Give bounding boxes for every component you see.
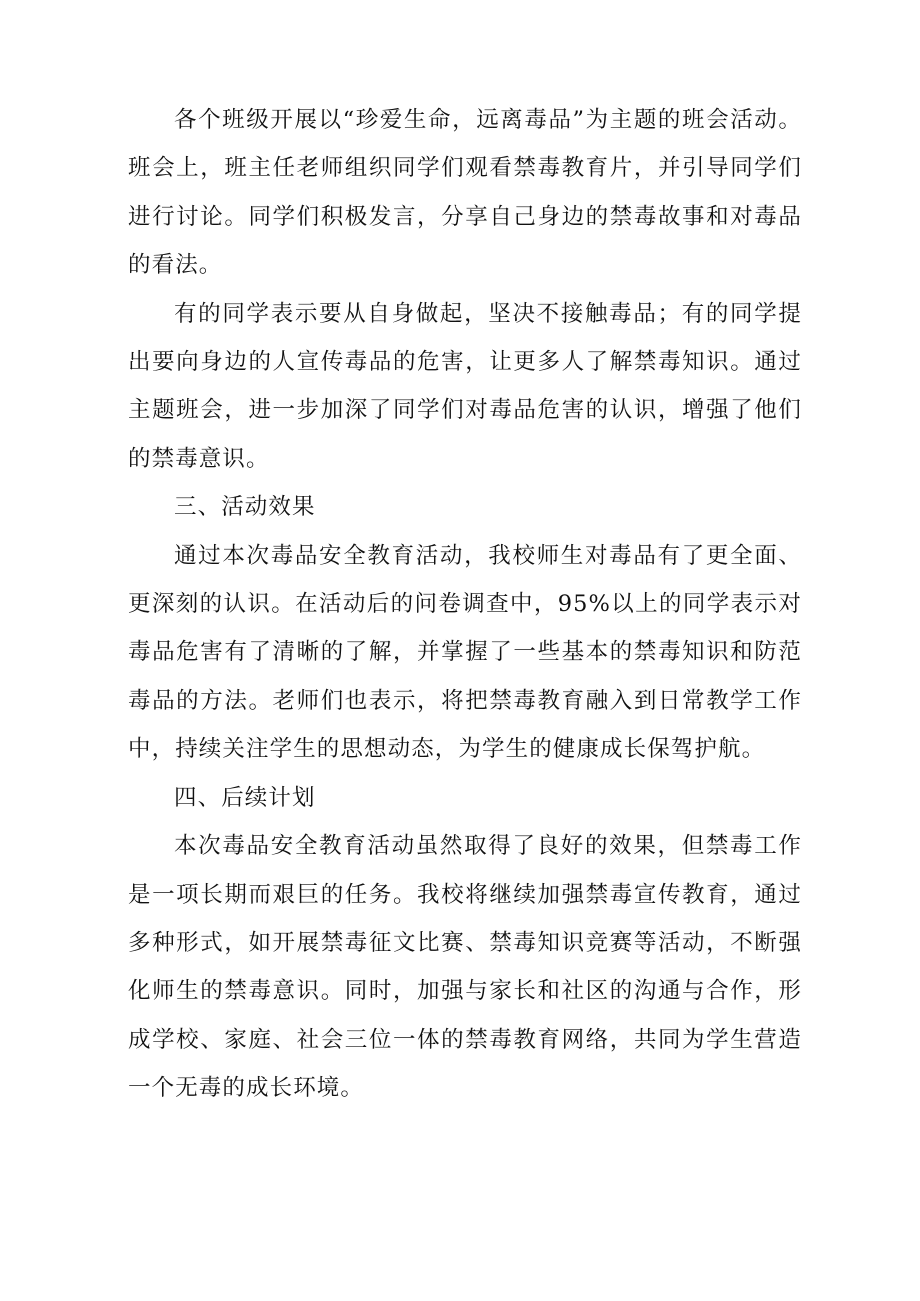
paragraph-results: 通过本次毒品安全教育活动，我校师生对毒品有了更全面、更深刻的认识。在活动后的问卷调查中，95%以上的同学表示对毒品危害有了清晰的了解，并掌握了一些基本的禁毒知识和防范毒品的方法。老师们也表示，将把禁毒教育融入到日常教学工作中，持续关注学生的思想动态，为学生的健康成长保驾护航。 [128,542,802,763]
paragraph-student-views: 有的同学表示要从自身做起，坚决不接触毒品；有的同学提出要向身边的人宣传毒品的危害，让更多人了解禁毒知识。通过主题班会，进一步加深了同学们对毒品危害的认识，增强了他们的禁毒意识。 [128,300,802,472]
paragraph-class-meeting: 各个班级开展以“珍爱生命，远离毒品”为主题的班会活动。班会上，班主任老师组织同学们观看禁毒教育片，并引导同学们进行讨论。同学们积极发言，分享自己身边的禁毒故事和对毒品的看法。 [128,107,802,279]
section-heading-results: 三、活动效果 [174,494,316,521]
section-heading-plan: 四、后续计划 [174,784,316,811]
paragraph-plan: 本次毒品安全教育活动虽然取得了良好的效果，但禁毒工作是一项长期而艰巨的任务。我校将继续加强禁毒宣传教育，通过多种形式，如开展禁毒征文比赛、禁毒知识竞赛等活动，不断强化师生的禁毒意识。同时，加强与家长和社区的沟通与合作，形成学校、家庭、社会三位一体的禁毒教育网络，共同为学生营造一个无毒的成长环境。 [128,833,802,1102]
document-body [128,96,802,1113]
